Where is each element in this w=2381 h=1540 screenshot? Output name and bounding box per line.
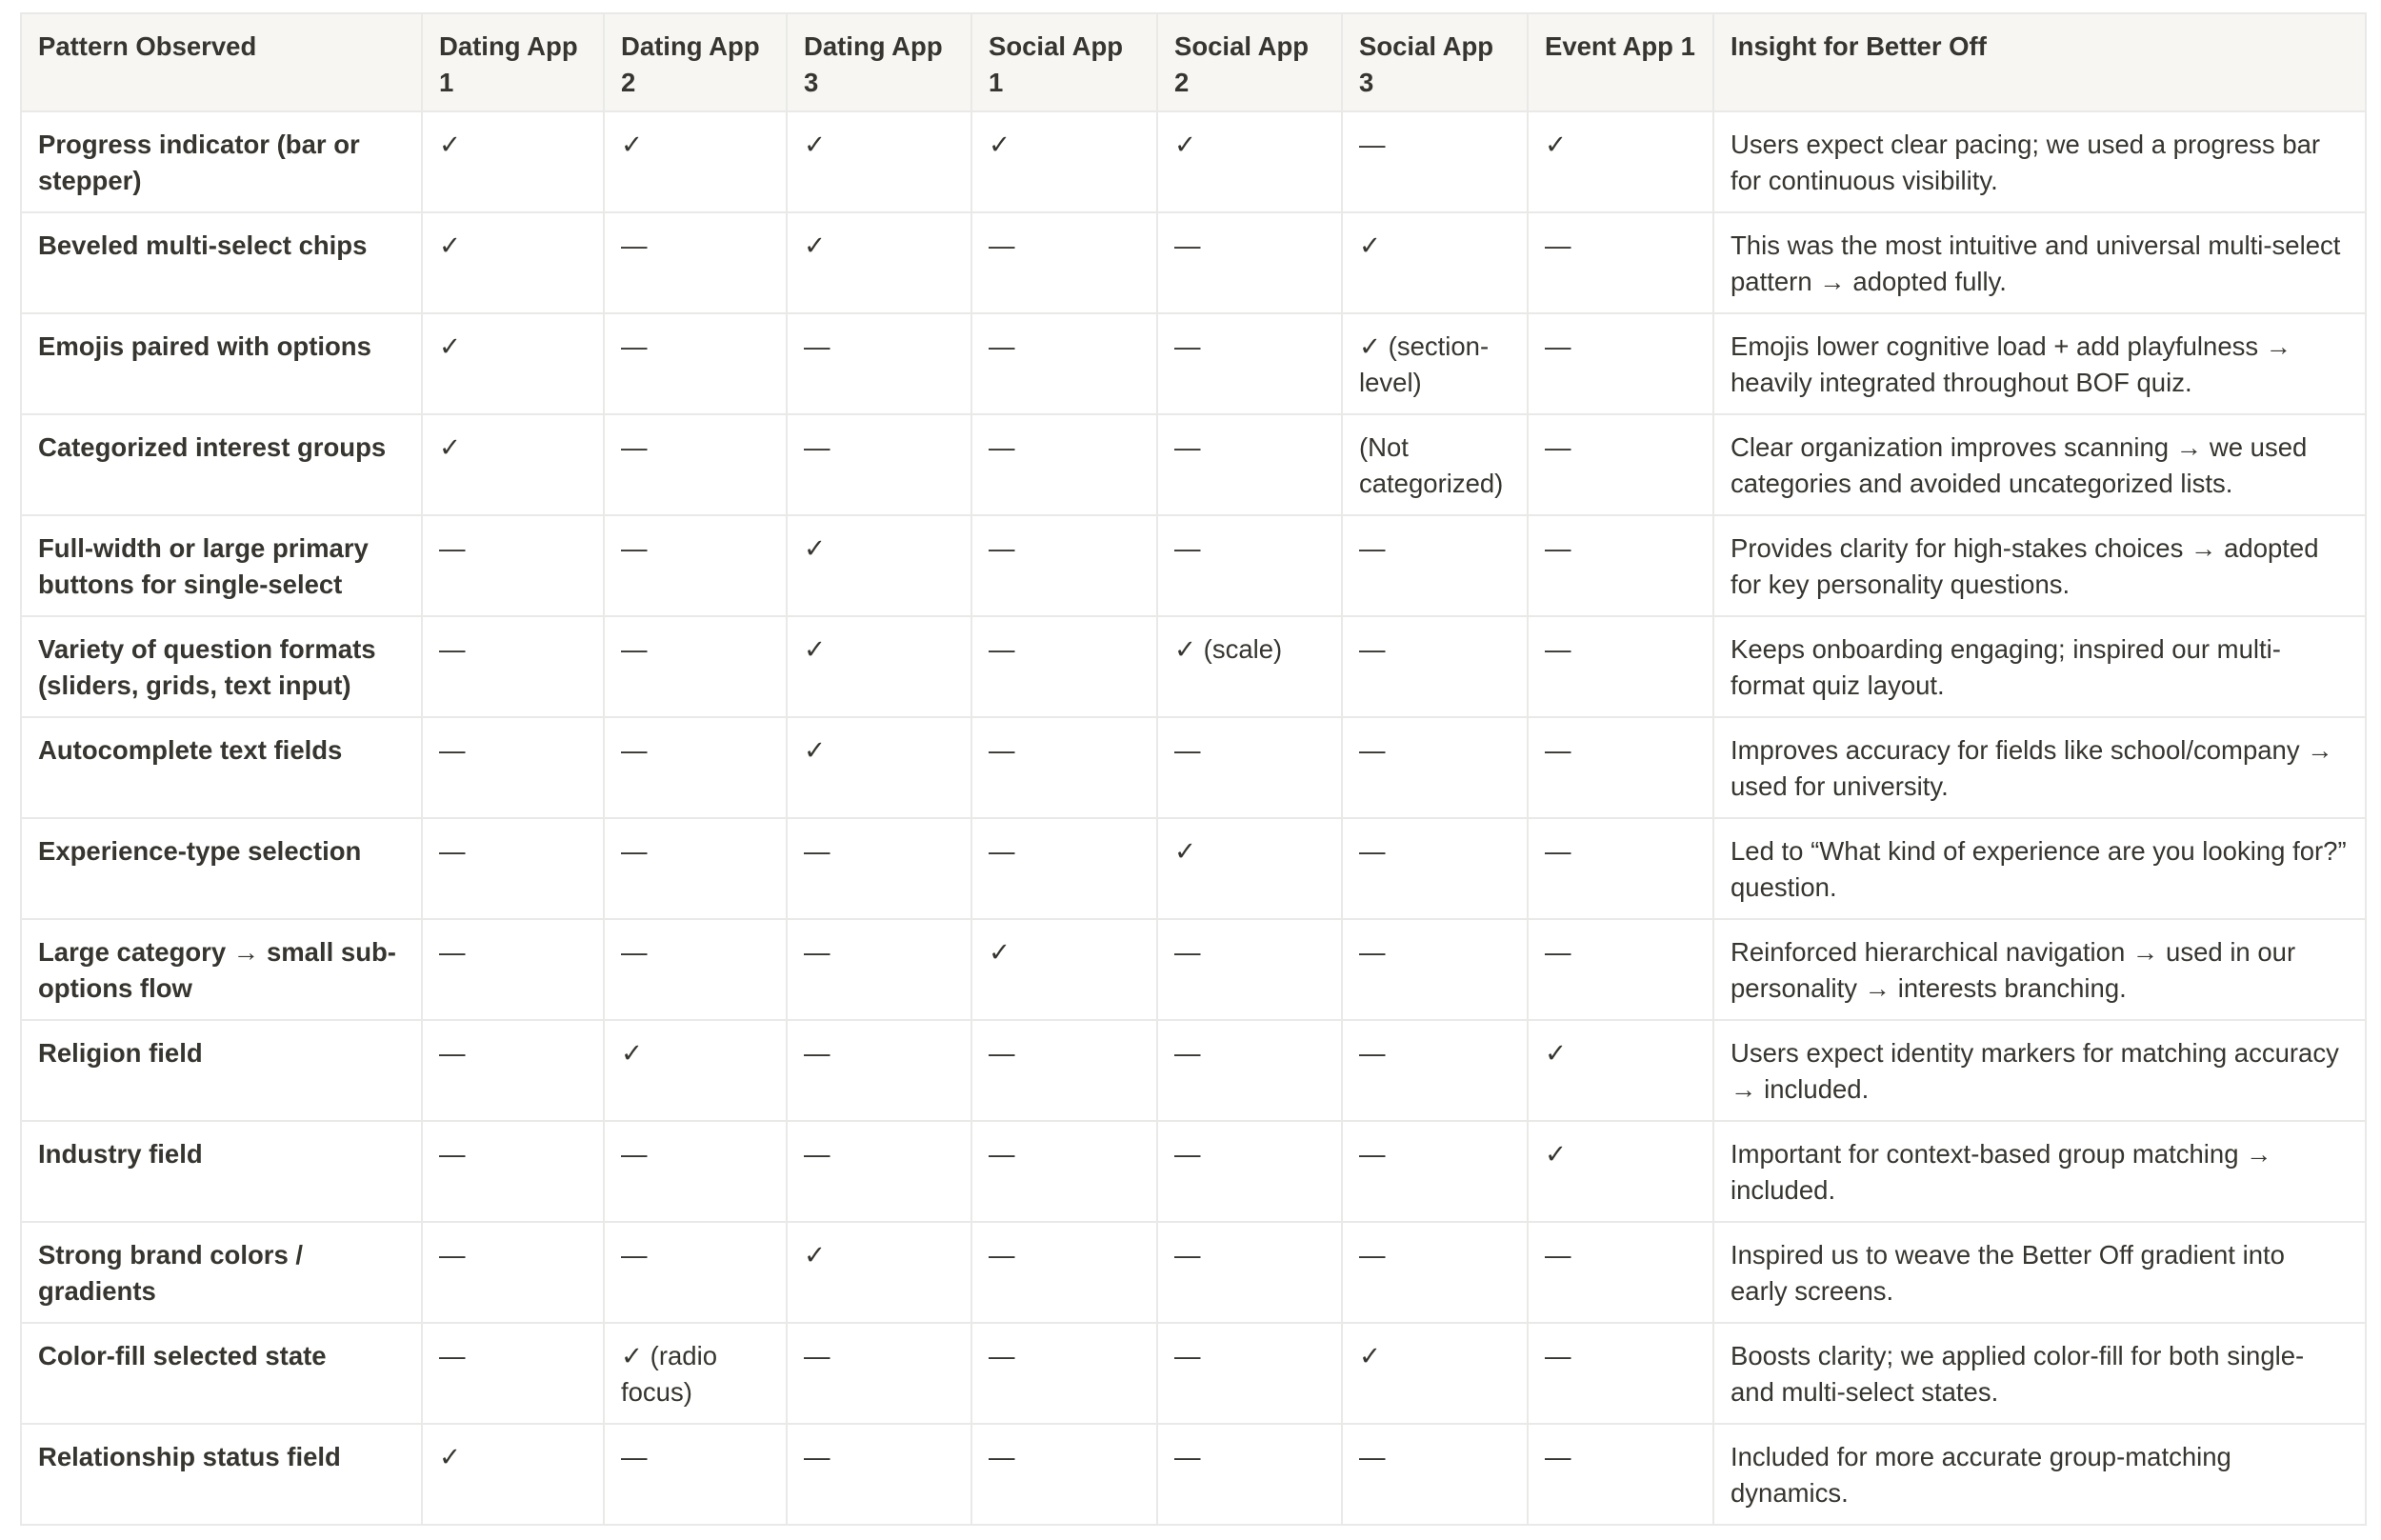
table-row — [21, 616, 2366, 717]
insight-cell: Clear organization improves scanning → we used categories and avoided uncategorized lists. — [1713, 414, 2366, 515]
app-mark-cell: ✓ — [422, 414, 604, 515]
insight-cell: Important for context-based group matching → included. — [1713, 1121, 2366, 1222]
app-mark-cell: — — [971, 616, 1157, 717]
app-mark-cell: — — [971, 1121, 1157, 1222]
pattern-cell: Progress indicator (bar or stepper) — [21, 111, 422, 212]
app-mark-cell: — — [787, 1323, 971, 1424]
table-row — [21, 818, 2366, 919]
column-header: Dating App 2 — [604, 13, 787, 111]
app-mark-cell: — — [604, 414, 787, 515]
app-mark-cell: — — [422, 818, 604, 919]
app-mark-cell: — — [971, 515, 1157, 616]
app-mark-cell: — — [787, 414, 971, 515]
app-mark-cell: — — [1157, 515, 1342, 616]
insight-cell: Included for more accurate group-matching dynamics. — [1713, 1424, 2366, 1525]
app-mark-cell: ✓ — [1342, 1323, 1528, 1424]
app-mark-cell: — — [604, 515, 787, 616]
app-mark-cell: — — [787, 1121, 971, 1222]
app-mark-cell: ✓ — [604, 111, 787, 212]
app-mark-cell: — — [1342, 1222, 1528, 1323]
pattern-cell: Relationship status field — [21, 1424, 422, 1525]
app-mark-cell: — — [1157, 1121, 1342, 1222]
table-row — [21, 1424, 2366, 1525]
app-mark-cell: — — [1528, 818, 1713, 919]
app-mark-cell: ✓ (scale) — [1157, 616, 1342, 717]
app-mark-cell: — — [787, 1020, 971, 1121]
app-mark-cell: — — [1342, 717, 1528, 818]
app-mark-cell: — — [971, 818, 1157, 919]
table-row — [21, 1222, 2366, 1323]
app-mark-cell: — — [604, 1222, 787, 1323]
app-mark-cell: — — [787, 818, 971, 919]
app-mark-cell: — — [971, 1323, 1157, 1424]
insight-cell: Users expect clear pacing; we used a progress bar for continuous visibility. — [1713, 111, 2366, 212]
column-header: Dating App 1 — [422, 13, 604, 111]
pattern-cell: Autocomplete text fields — [21, 717, 422, 818]
app-mark-cell: — — [422, 919, 604, 1020]
comparison-table-wrapper — [20, 12, 2365, 1526]
app-mark-cell: ✓ — [1528, 1020, 1713, 1121]
app-mark-cell: ✓ — [971, 919, 1157, 1020]
app-mark-cell: — — [1342, 1020, 1528, 1121]
app-mark-cell: — — [422, 717, 604, 818]
table-row — [21, 515, 2366, 616]
pattern-comparison-table — [20, 12, 2367, 1526]
app-mark-cell: — — [1157, 212, 1342, 313]
column-header: Pattern Observed — [21, 13, 422, 111]
insight-cell: Provides clarity for high-stakes choices → adopted for key personality questions. — [1713, 515, 2366, 616]
column-header: Social App 2 — [1157, 13, 1342, 111]
insight-cell: Reinforced hierarchical navigation → used in our personality → interests branching. — [1713, 919, 2366, 1020]
app-mark-cell: ✓ — [422, 212, 604, 313]
app-mark-cell: — — [1342, 616, 1528, 717]
table-row — [21, 717, 2366, 818]
app-mark-cell: — — [1528, 515, 1713, 616]
app-mark-cell: — — [422, 616, 604, 717]
app-mark-cell: ✓ — [787, 212, 971, 313]
app-mark-cell: — — [1528, 616, 1713, 717]
table-header — [21, 13, 2366, 111]
app-mark-cell: — — [1157, 313, 1342, 414]
app-mark-cell: — — [1528, 212, 1713, 313]
pattern-cell: Full-width or large primary buttons for single-select — [21, 515, 422, 616]
insight-cell: Emojis lower cognitive load + add playfulness → heavily integrated throughout BOF quiz. — [1713, 313, 2366, 414]
app-mark-cell: — — [787, 919, 971, 1020]
app-mark-cell: — — [971, 1424, 1157, 1525]
insight-cell: Inspired us to weave the Better Off gradient into early screens. — [1713, 1222, 2366, 1323]
app-mark-cell: — — [1157, 1020, 1342, 1121]
table-row — [21, 1020, 2366, 1121]
header-row — [21, 13, 2366, 111]
app-mark-cell: — — [422, 515, 604, 616]
app-mark-cell: — — [604, 1121, 787, 1222]
column-header: Event App 1 — [1528, 13, 1713, 111]
app-mark-cell: — — [1528, 313, 1713, 414]
pattern-cell: Large category → small sub-options flow — [21, 919, 422, 1020]
app-mark-cell: ✓ — [422, 111, 604, 212]
app-mark-cell: ✓ — [604, 1020, 787, 1121]
insight-cell: Keeps onboarding engaging; inspired our multi-format quiz layout. — [1713, 616, 2366, 717]
app-mark-cell: — — [971, 414, 1157, 515]
app-mark-cell: — — [1528, 1424, 1713, 1525]
app-mark-cell: ✓ — [787, 717, 971, 818]
app-mark-cell: — — [604, 818, 787, 919]
app-mark-cell: — — [422, 1222, 604, 1323]
app-mark-cell: — — [422, 1121, 604, 1222]
app-mark-cell: — — [787, 1424, 971, 1525]
pattern-cell: Color-fill selected state — [21, 1323, 422, 1424]
app-mark-cell: ✓ (section-level) — [1342, 313, 1528, 414]
pattern-cell: Categorized interest groups — [21, 414, 422, 515]
app-mark-cell: ✓ — [422, 313, 604, 414]
app-mark-cell: — — [604, 313, 787, 414]
app-mark-cell: — — [1342, 1424, 1528, 1525]
app-mark-cell: — — [1528, 1323, 1713, 1424]
table-row — [21, 313, 2366, 414]
pattern-cell: Beveled multi-select chips — [21, 212, 422, 313]
table-row — [21, 1323, 2366, 1424]
table-row — [21, 414, 2366, 515]
app-mark-cell: — — [787, 313, 971, 414]
pattern-cell: Strong brand colors / gradients — [21, 1222, 422, 1323]
insight-cell: Users expect identity markers for matching accuracy → included. — [1713, 1020, 2366, 1121]
pattern-cell: Religion field — [21, 1020, 422, 1121]
table-row — [21, 1121, 2366, 1222]
insight-cell: Improves accuracy for fields like school/company → used for university. — [1713, 717, 2366, 818]
app-mark-cell: — — [1342, 818, 1528, 919]
app-mark-cell: — — [971, 313, 1157, 414]
pattern-cell: Emojis paired with options — [21, 313, 422, 414]
app-mark-cell: ✓ — [1342, 212, 1528, 313]
app-mark-cell: — — [1157, 919, 1342, 1020]
app-mark-cell: — — [971, 1222, 1157, 1323]
app-mark-cell: — — [971, 212, 1157, 313]
app-mark-cell: — — [1342, 515, 1528, 616]
pattern-cell: Experience-type selection — [21, 818, 422, 919]
app-mark-cell: — — [1157, 1323, 1342, 1424]
app-mark-cell: — — [971, 717, 1157, 818]
app-mark-cell: ✓ — [787, 616, 971, 717]
app-mark-cell: — — [1157, 1424, 1342, 1525]
app-mark-cell: ✓ — [1528, 111, 1713, 212]
pattern-cell: Variety of question formats (sliders, grids, text input) — [21, 616, 422, 717]
table-body — [21, 111, 2366, 1525]
app-mark-cell: — — [604, 1424, 787, 1525]
table-row — [21, 111, 2366, 212]
app-mark-cell: — — [1157, 414, 1342, 515]
app-mark-cell: ✓ — [1528, 1121, 1713, 1222]
column-header: Social App 3 — [1342, 13, 1528, 111]
app-mark-cell: — — [604, 616, 787, 717]
app-mark-cell: — — [1342, 919, 1528, 1020]
app-mark-cell: ✓ — [1157, 111, 1342, 212]
app-mark-cell: — — [1157, 1222, 1342, 1323]
app-mark-cell: — — [604, 919, 787, 1020]
app-mark-cell: — — [604, 212, 787, 313]
app-mark-cell: — — [1528, 717, 1713, 818]
pattern-cell: Industry field — [21, 1121, 422, 1222]
app-mark-cell: ✓ (radio focus) — [604, 1323, 787, 1424]
app-mark-cell: — — [1528, 1222, 1713, 1323]
app-mark-cell: — — [1342, 1121, 1528, 1222]
app-mark-cell: ✓ — [787, 1222, 971, 1323]
app-mark-cell: — — [971, 1020, 1157, 1121]
app-mark-cell: (Not categorized) — [1342, 414, 1528, 515]
app-mark-cell: ✓ — [787, 515, 971, 616]
app-mark-cell: — — [1342, 111, 1528, 212]
app-mark-cell: ✓ — [422, 1424, 604, 1525]
table-row — [21, 919, 2366, 1020]
app-mark-cell: — — [1528, 414, 1713, 515]
app-mark-cell: ✓ — [787, 111, 971, 212]
column-header: Dating App 3 — [787, 13, 971, 111]
column-header: Insight for Better Off — [1713, 13, 2366, 111]
insight-cell: This was the most intuitive and universal multi-select pattern → adopted fully. — [1713, 212, 2366, 313]
app-mark-cell: ✓ — [1157, 818, 1342, 919]
app-mark-cell: — — [604, 717, 787, 818]
insight-cell: Led to “What kind of experience are you looking for?” question. — [1713, 818, 2366, 919]
table-row — [21, 212, 2366, 313]
app-mark-cell: — — [422, 1020, 604, 1121]
insight-cell: Boosts clarity; we applied color-fill for both single- and multi-select states. — [1713, 1323, 2366, 1424]
app-mark-cell: — — [422, 1323, 604, 1424]
column-header: Social App 1 — [971, 13, 1157, 111]
app-mark-cell: — — [1528, 919, 1713, 1020]
app-mark-cell: ✓ — [971, 111, 1157, 212]
app-mark-cell: — — [1157, 717, 1342, 818]
